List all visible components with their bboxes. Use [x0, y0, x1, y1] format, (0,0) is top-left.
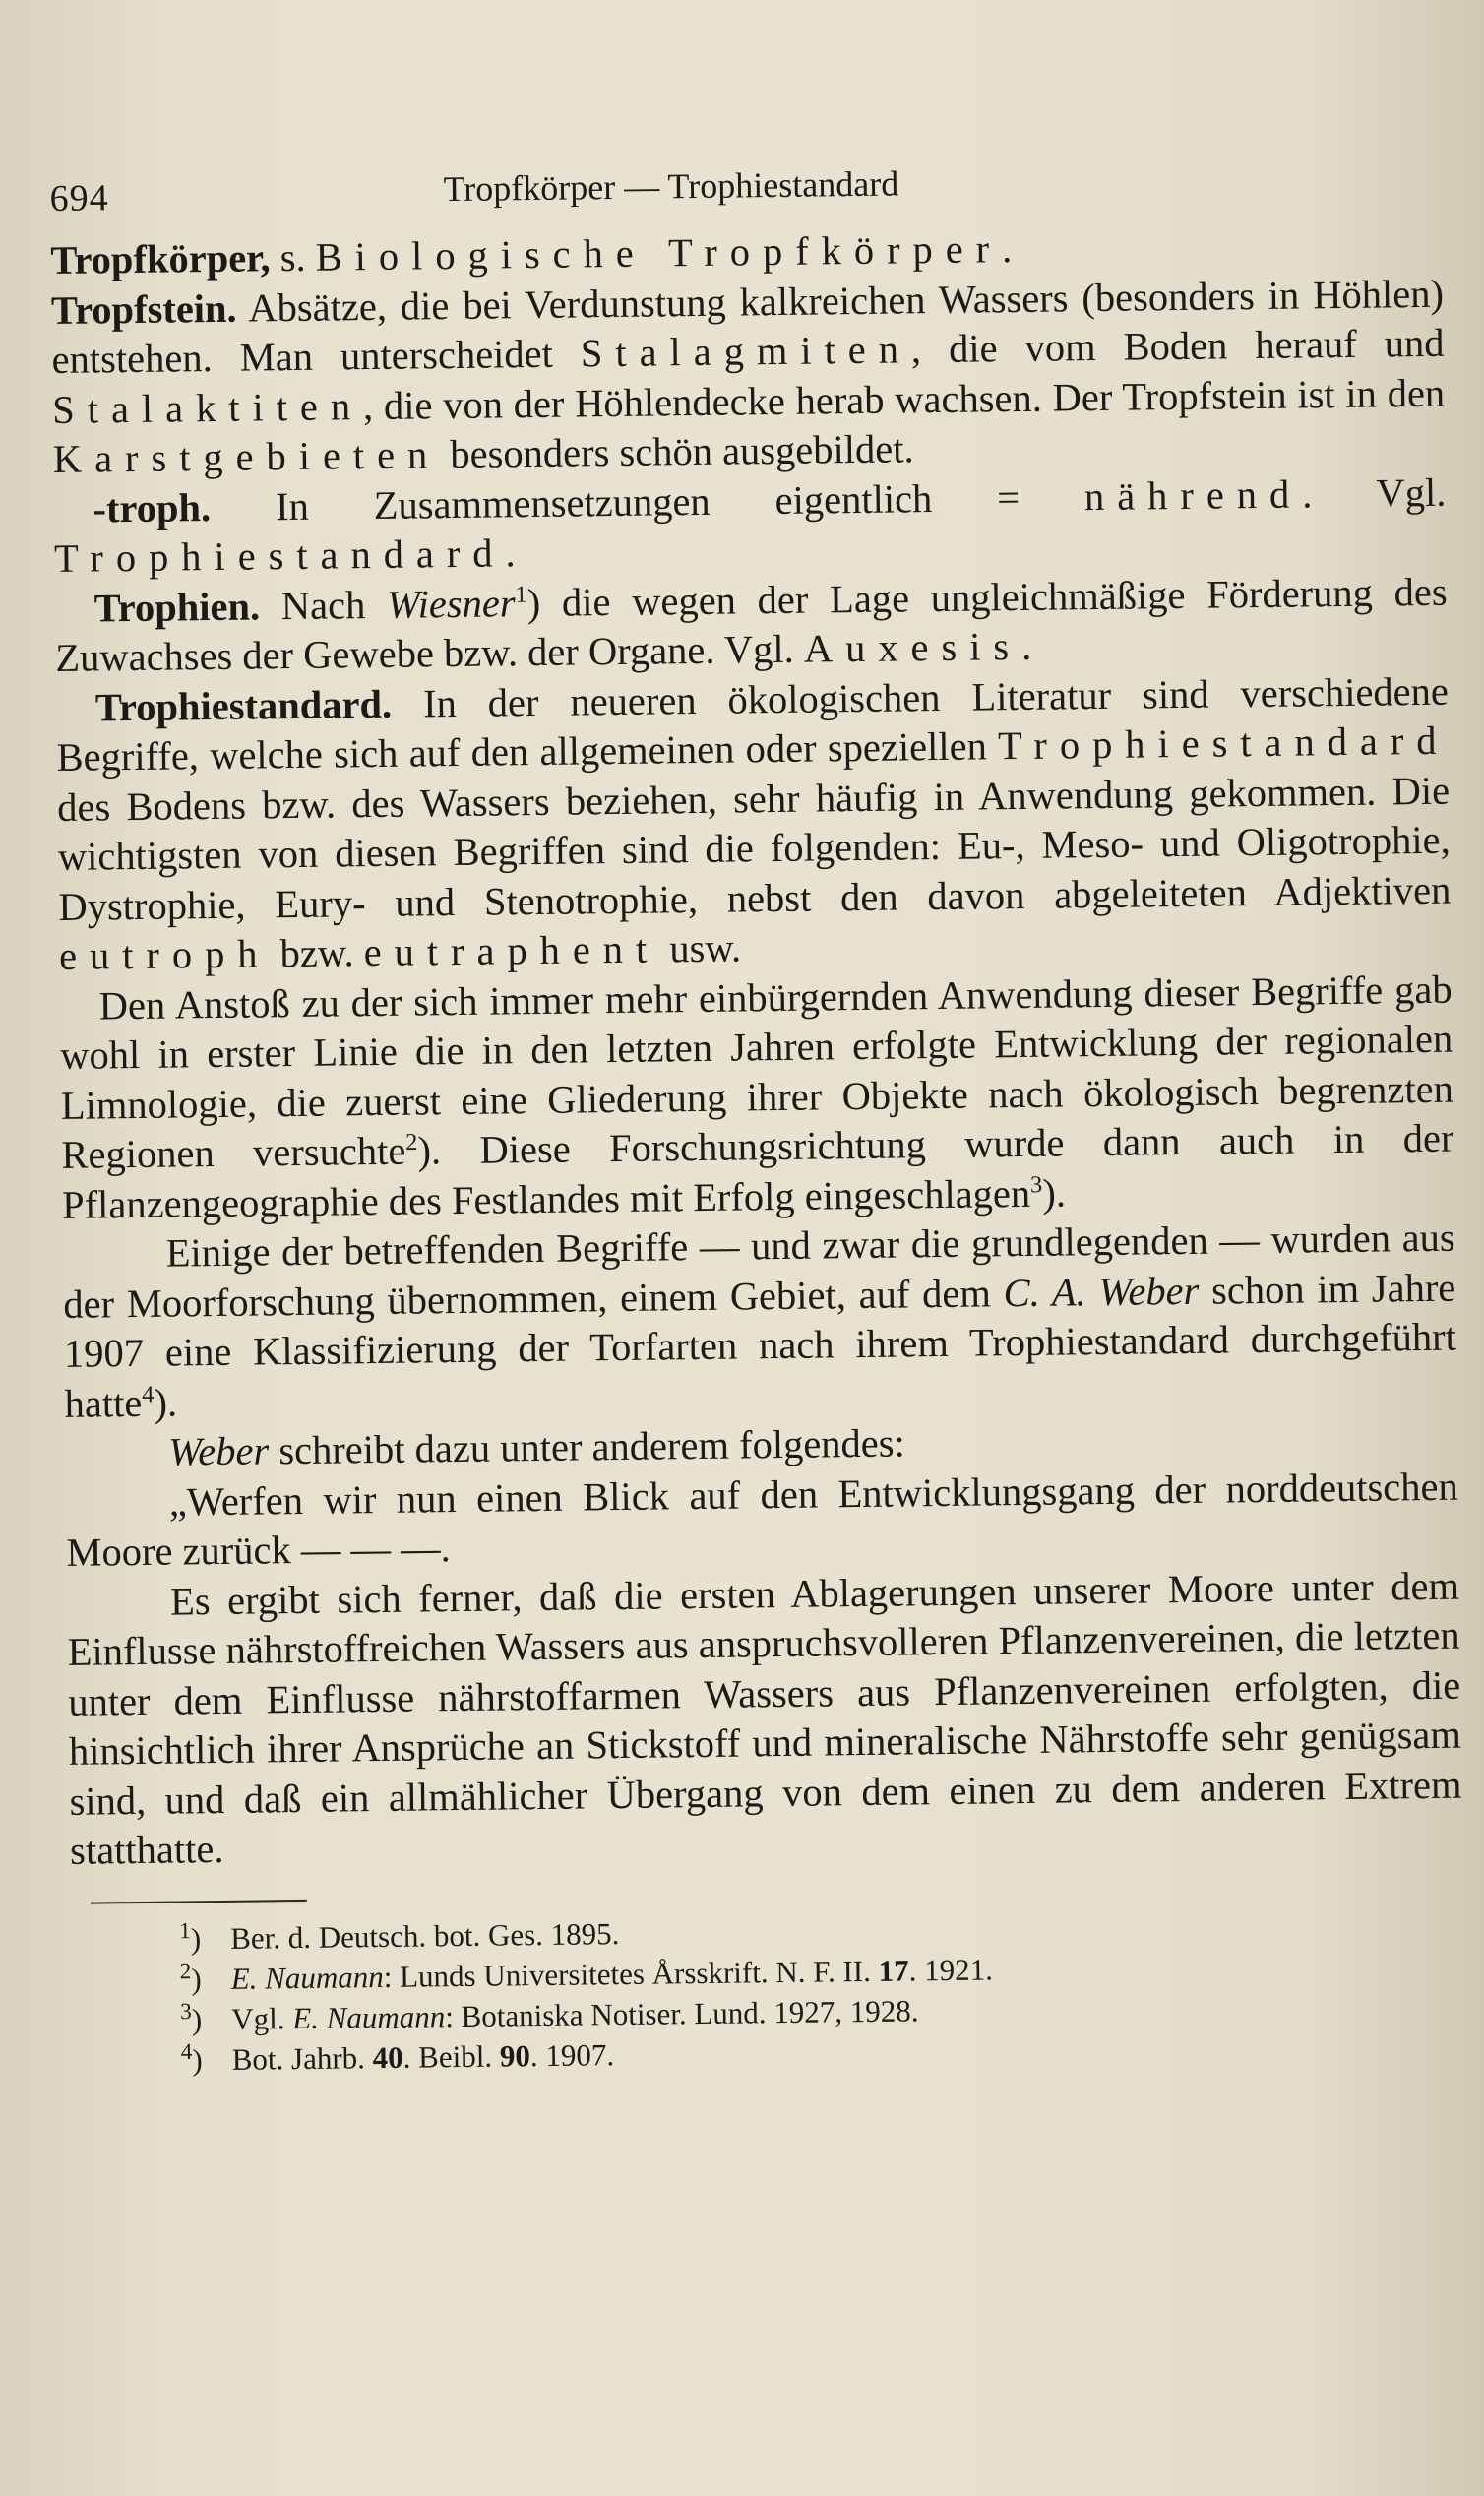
- entry-trophiestandard: [56, 666, 1453, 981]
- footnote-marker: $^3$): [179, 1998, 203, 2036]
- paragraph-text: Einige der betreffenden Begriffe — und zwar die grundlegenden — wurden aus der Moorforschung übernommen, einem Gebiet, auf dem: [63, 1215, 1455, 1327]
- paragraph-einige: [62, 1214, 1456, 1429]
- running-head: Tropfkörper — Trophiestandard: [443, 163, 899, 210]
- paragraph-anstoss: [59, 965, 1454, 1230]
- author-name: E. Naumann: [292, 1998, 446, 2035]
- footnote-marker: $^1$): [178, 1917, 202, 1956]
- entry-text: des Bodens bzw. des Wassers beziehen, sehr häufig in Anwendung gekommen. Die wichtigsten von diesen Begriffen sind die folgenden: Eu-, Meso- und Oligotrophie, Dystrophie, Eury- und Stenotrophie, nebst den davon abgeleiteten Adjektiven: [56, 768, 1452, 929]
- paragraph-text: Es ergibt sich ferner, daß die ersten Ablagerungen unserer Moore unter dem Einflusse nährstoffreichen Wassers aus anspruchsvolleren Pflanzenvereinen, die letzten unter dem Einflusse nährstoffarmen Wassers aus Pflanzenvereinen erfolgten, die hinsichtlich ihrer Ansprüche an Stickstoff und mineralische Nährstoffe sehr genügsam sind, und daß ein allmählicher Übergang von dem einen zu dem anderen Extrem statthatte.: [67, 1563, 1462, 1873]
- author-name: C. A. Weber: [1003, 1268, 1200, 1315]
- footnote-text: Ber. d. Deutsch. bot. Ges. 1895.: [230, 1915, 620, 1956]
- spaced-term: nährend: [1083, 470, 1303, 519]
- footnote-number: 4: [180, 2038, 193, 2065]
- footnote-marker: $^4$): [180, 2038, 203, 2077]
- entry-text: usw.: [658, 925, 742, 971]
- page-ref-number: 90: [499, 2037, 531, 2074]
- cross-reference: Auxesis: [803, 623, 1022, 671]
- entry-trophien: [54, 567, 1448, 683]
- footnote-divider: [91, 1899, 307, 1903]
- footnote-ref: 1: [515, 581, 527, 608]
- footnote-ref: 4: [142, 1380, 155, 1407]
- author-name: Weber: [167, 1428, 270, 1474]
- entry-text: , die vom Boden herauf und: [910, 320, 1445, 372]
- entry-text: ) die wegen der Lage ungleichmäßige Förderung des Zuwachses der Gewebe bzw. der Organe. Vgl.: [55, 569, 1448, 680]
- footnote-text: . 1907.: [529, 2036, 615, 2073]
- paragraph-text: ). Diese Forschungsrichtung wurde dann auch in der Pflanzengeographie des Festlandes mit Erfolg eingeschlagen: [61, 1115, 1454, 1227]
- entry-text: , die von der Höhlendecke herab wachsen. Der Tropfstein ist in den: [362, 370, 1446, 428]
- footnote-text: : Lunds Universitetes Årsskrift. N. F. II.: [383, 1953, 879, 1994]
- author-name: E. Naumann: [230, 1959, 384, 1996]
- spaced-term: eutroph: [58, 931, 271, 978]
- author-name: Wiesner: [386, 580, 516, 627]
- paragraph-ergibt: [67, 1561, 1463, 1876]
- spaced-term: Stalaktiten: [51, 383, 364, 432]
- paragraph-text: schon im Jahre 1907 eine Klassifizierung der Torfarten nach ihrem Trophiestandard durchgeführt hatte: [63, 1265, 1457, 1426]
- page-number: 694: [49, 177, 109, 219]
- entry-tropfstein: [51, 269, 1446, 484]
- entry-text: s.: [270, 234, 316, 281]
- spaced-term: Karstgebieten: [52, 432, 441, 481]
- cross-reference: Trophiestandard: [53, 530, 506, 581]
- footnote-text: Bot. Jahrb.: [231, 2039, 373, 2077]
- lemma: Tropfkörper,: [50, 235, 271, 282]
- spaced-term: Trophiestandard: [997, 718, 1450, 769]
- footnote-text: : Botaniska Notiser. Lund. 1927, 1928.: [445, 1992, 919, 2033]
- footnotes: [71, 1903, 1465, 2081]
- footnote-text: . Beibl.: [402, 2038, 501, 2075]
- entry-text: . Vgl.: [1301, 469, 1447, 516]
- lemma: -troph.: [93, 484, 212, 530]
- footnote-number: 3: [179, 1998, 192, 2025]
- footnote-ref: 2: [405, 1129, 418, 1156]
- spaced-term: eutraphent: [363, 926, 660, 975]
- entry-text: .: [505, 530, 516, 576]
- entry-troph: [53, 468, 1447, 584]
- entry-text: In der neueren ökologischen Literatur sind verschiedene Begriffe, welche sich auf den allgemeinen oder speziellen: [56, 668, 1450, 780]
- paragraph-text: Den Anstoß zu der sich immer mehr einbürgernden Anwendung dieser Begriffe gab wohl in erster Linie die in den letzten Jahren erfolgte Entwicklung der regionalen Limnologie, die zuerst eine Gliederung ihrer Objekte nach ökologisch begrenzten Regionen versuchte: [59, 967, 1454, 1177]
- entry-text: Absätze, die bei Verdunstung kalkreichen Wassers (besonders in Höhlen) entstehen. Man unterscheidet: [51, 271, 1445, 382]
- body-text: [50, 219, 1462, 1877]
- footnote-number: 1: [178, 1917, 191, 1944]
- entry-text: Nach: [259, 582, 388, 628]
- paragraph-text: schreibt dazu unter anderem folgendes:: [268, 1420, 906, 1473]
- paragraph-quote: [66, 1462, 1459, 1578]
- footnote-text: . 1921.: [908, 1951, 994, 1987]
- entry-text: besonders schön ausgebildet.: [439, 426, 914, 477]
- cross-reference: Biologische Tropfkörper: [315, 226, 1003, 280]
- footnote-number: 2: [179, 1958, 192, 1984]
- entry-text: .: [1020, 623, 1032, 668]
- footnote-ref: 3: [1029, 1170, 1043, 1198]
- text-block: [49, 131, 1465, 2082]
- volume-number: 40: [372, 2039, 403, 2075]
- lemma: Tropfstein.: [50, 285, 237, 333]
- page-header: [49, 131, 1443, 236]
- paragraph-text: ).: [154, 1380, 178, 1425]
- footnote-marker: $^2$): [179, 1958, 202, 1996]
- footnote-text: Vgl.: [231, 2000, 293, 2036]
- entry-text: .: [1001, 226, 1013, 272]
- spaced-term: Stalagmiten: [580, 327, 912, 376]
- paragraph-text: ).: [1042, 1169, 1067, 1216]
- volume-number: 17: [878, 1952, 909, 1988]
- entry-text: In Zusammensetzungen eigentlich =: [210, 473, 1085, 530]
- paragraph-text: „Werfen wir nun einen Blick auf den Entwicklungsgang der norddeutschen Moore zurück — — —.: [66, 1464, 1458, 1575]
- lemma: Trophien.: [93, 583, 261, 630]
- entry-text: bzw.: [270, 930, 364, 976]
- lemma: Trophiestandard.: [94, 681, 393, 729]
